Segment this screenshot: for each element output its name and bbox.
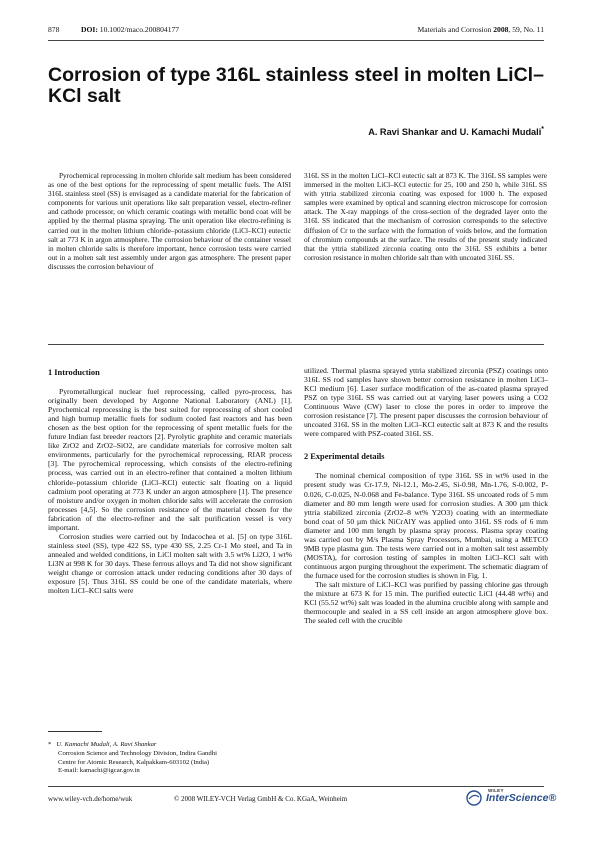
article-title: Corrosion of type 316L stainless steel in molten LiCl–KCl salt [48, 64, 544, 107]
experimental-paragraph-2: The salt mixture of LiCl–KCl was purified by passing chlorine gas through the mixture at 673 K for 15 min. The purified eutectic LiCl (44.48 wt%) and KCl (55.52 wt%) salt was loaded in the alumina crucible along with sample and thermocouple and sealed in a SS cell inside an argon atmosphere glove box. The sealed cell with the crucible [304, 579, 548, 626]
doi-line [81, 25, 179, 34]
author-line [368, 126, 544, 137]
abstract-rule [48, 344, 544, 345]
footer-copyright: © 2008 WILEY-VCH Verlag GmbH & Co. KGaA, Weinheim [174, 795, 348, 803]
journal-volume: , 59, No. 11 [508, 25, 544, 34]
footnote-name-line [48, 741, 292, 750]
footer-rule [48, 786, 544, 787]
abstract-left: Pyrochemical reprocessing in molten chloride salt medium has been considered as one of the best options for the reprocessing of spent metallic fuels. The AISI 316L stainless steel (SS) is envisaged as a candidate material for the fabrication of components for various unit operations like salt preparation vessel, electro-refiner and cathode processor, on which ceramic coatings with metallic bond coat will be applied by the thermal plasma spraying. The unit operation like electro-refining is carried out in the molten lithium chloride–potassium chloride (LiCl–KCl) eutectic salt at 773 K in argon atmosphere. The corrosion behaviour of the container vessel in molten chloride salts is therefore important, hence corrosion tests were carried out in a molten salt test assembly under argon gas atmosphere. The present paper discusses the corrosion behaviour of [48, 172, 291, 271]
footnote-rule [48, 731, 102, 732]
footnote-email[interactable]: E-mail: kamachi@igcar.gov.in [58, 767, 140, 775]
doi-value[interactable]: 10.1002/maco.200804177 [99, 25, 180, 34]
journal-year: 2008 [493, 25, 509, 34]
footnote-affiliation-1: Corrosion Science and Technology Division, Indira Gandhi [58, 749, 217, 757]
journal-name: Materials and Corrosion [417, 25, 494, 34]
left-column [48, 368, 292, 595]
footer-url[interactable]: www.wiley-vch.de/home/wuk [48, 795, 133, 803]
intro-paragraph-1: Pyrometallurgical nuclear fuel reprocessing, called pyro-process, has originally been developed by Argonne National Laboratory (ANL) [1]. Pyrochemical reprocessing is the best suited for reprocessing of short cooled and high burnup metallic fuels for sodium cooled fast reactors and has been chosen as the best option for the reprocessing of spent metallic fuels for the future Indian fast breeder reactors [2]. Pyrolytic graphite and ceramic materials like ZrO2 and ZrO2–SiO2, are candidate materials for corrosive molten salt environments, particularly for the pyrochemical reprocessing, RIAR process [3]. The pyrochemical reprocessing, which consists of the electro-refining process, was carried out in an electro-refiner that contained a molten lithium chloride–potassium chloride (LiCl–KCl) eutectic salt floating on a liquid cadmium pool operating at 773 K under an argon atmosphere [1]. The presence of moisture and/or oxygen in molten chloride salts will accelerate the corrosion processes [4,5]. So the corrosion resistance of the material chosen for the fabrication of the electro-refiner and the salt purification vessel is very important. [48, 387, 292, 532]
right-column [304, 366, 548, 625]
footnote-mark: * [48, 741, 52, 748]
footnote-affiliation-2: Centre for Atomic Research, Kalpakkam-603102 (India) [58, 758, 210, 766]
author-footnote [48, 731, 292, 776]
section-heading-introduction: 1 Introduction [48, 368, 100, 377]
author-names: A. Ravi Shankar and U. Kamachi Mudali [368, 127, 542, 138]
section-heading-experimental: 2 Experimental details [304, 452, 385, 462]
logo-interscience-text: InterScience® [486, 792, 557, 804]
experimental-paragraph-1: The nominal chemical composition of type 316L SS in wt% used in the present study was Cr-17.9, Ni-12.1, Mo-2.45, Si-0.98, Mn-1.76, S-0.002, P-0.026, C-0.025, N-0.068 and Fe-balance. Type 316L SS uncoated rods of 5 mm diameter and 80 mm length were used for corrosion studies. A 300 µm thick yttria stabilized zirconia (ZrO2–8 wt% Y2O3) coating with an intermediate bond coat of 50 µm thick NiCrAlY was applied onto 316L SS rods of 6 mm diameter and 100 mm length by plasma spray process. Plasma spray coating was carried out by M/s Plasma Spray Processors, Mumbai, using a METCO 9MB type plasma gun. The tests were carried out in a molten salt test assembly (MOSTA), for corrosion testing of samples in molten LiCl–KCl salt with continuous argon purging throughout the experiment. The schematic diagram of the furnace used for the corrosion studies is shown in Fig. 1. [304, 471, 548, 580]
page-number: 878 [48, 25, 60, 34]
doi-label: DOI: [81, 25, 98, 34]
intro-paragraph-3: utilized. Thermal plasma sprayed yttria stabilized zirconia (PSZ) coatings onto 316L SS rod samples have shown better corrosion resistance in molten LiCl–KCl medium [6]. Laser surface modification of the as-coated plasma sprayed PSZ on type 316L SS was carried out at varying laser powers using a CO2 Continuous Wave (CW) laser to close the pores in order to improve the corrosion resistance [7]. The present paper discusses the corrosion behaviour of uncoated 316L SS in the molten LiCl–KCl eutectic salt at 873 K and the results were compared with PSZ-coated 316L SS. [304, 366, 548, 439]
intro-paragraph-2: Corrosion studies were carried out by Indacochea et al. [5] on type 316L stainless steel (SS), type 422 SS, type 430 SS, 2.25 Cr-1 Mo steel, and Ta in annealed and welded conditions, in LiCl molten salt with 3.5 wt% Li2O, 1 wt% Li3N at 998 K for 30 days. These ferrous alloys and Ta did not show significant weight change or corrosion attack under reducing conditions after 30 days of exposure [5]. Thus 316L SS could be one of the candidate materials, where molten LiCl–KCl salts were [48, 531, 292, 596]
header-rule [48, 40, 544, 41]
abstract-right: 316L SS in the molten LiCl–KCl eutectic salt at 873 K. The 316L SS samples were immersed in the molten LiCl–KCl eutectic for 25, 100 and 250 h, while 316L SS with yttria stabilized zirconia coating was exposed for 1000 h. The exposed samples were examined by optical and scanning electron microscope for corrosion attack. The X-ray mappings of the cross-section of the degraded layer onto the 316L SS indicated that the mechanism of corrosion corresponds to the selective diffusion of Cr to the surface with the formation of voids below, and the formation of chromium compounds at the surface. The results of the present study indicated that the yttria stabilized zirconia coating onto the 316L SS exhibits a better corrosion resistance in molten chloride salt than with uncoated 316L SS. [304, 172, 547, 262]
logo-wiley-text: WILEY [488, 788, 504, 793]
running-header [48, 25, 544, 37]
footnote-names: U. Kamachi Mudali, A. Ravi Shankar [56, 741, 157, 748]
corresponding-author-mark: * [541, 126, 544, 133]
interscience-mark-icon [466, 790, 482, 806]
journal-reference [418, 25, 544, 34]
interscience-logo [466, 788, 557, 808]
